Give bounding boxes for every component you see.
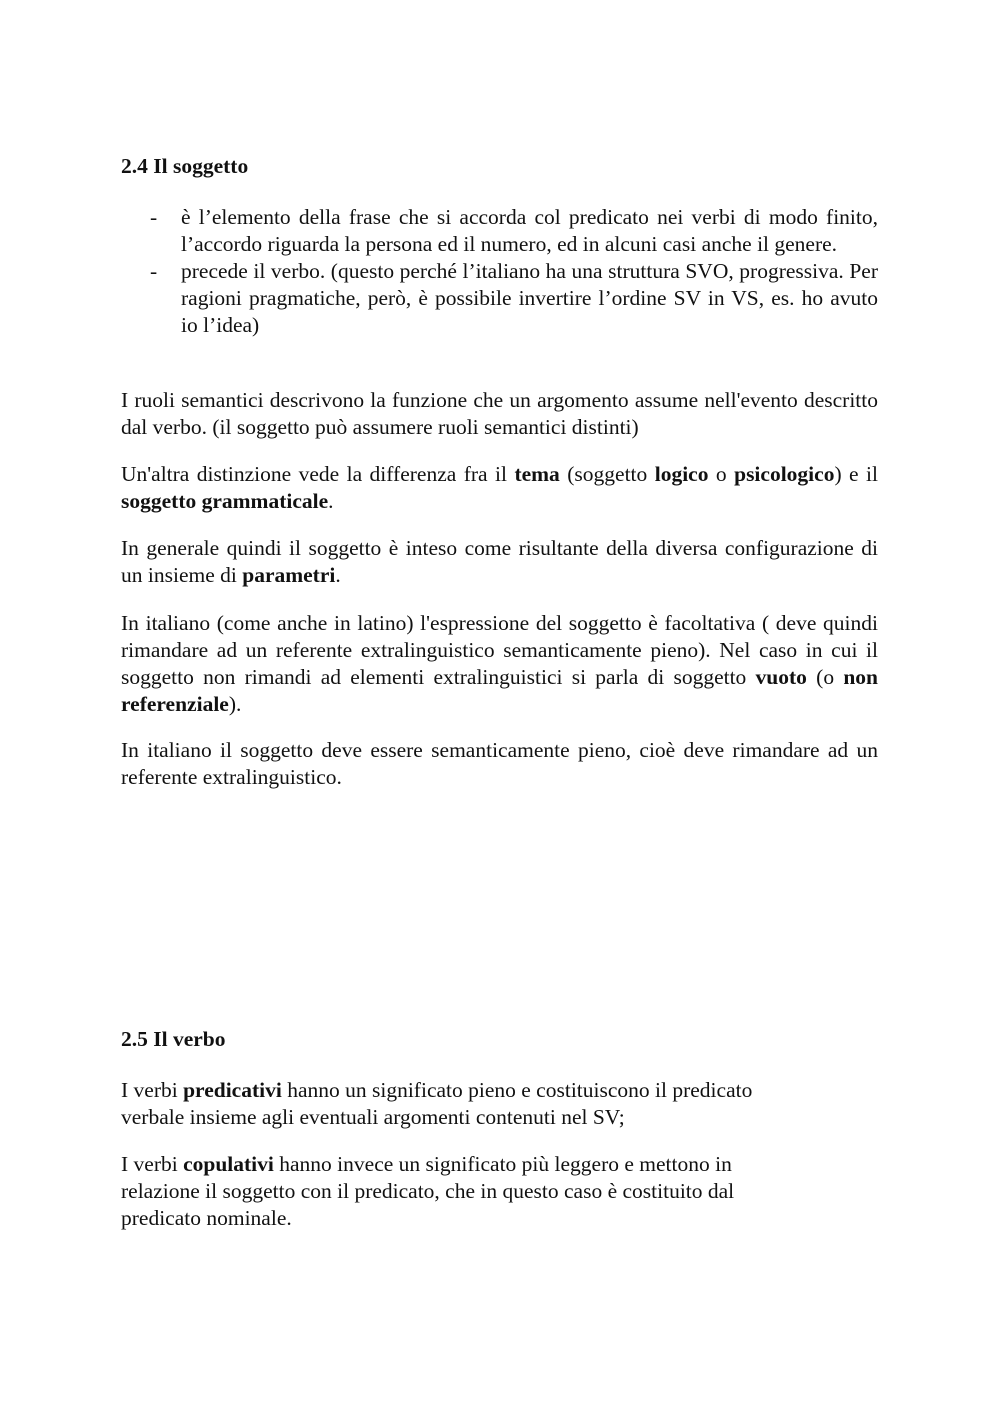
bullet-list — [121, 204, 878, 339]
text-run: ) e il — [834, 462, 878, 486]
bold-term-parametri: parametri — [242, 563, 336, 587]
text-run: I verbi — [121, 1078, 184, 1102]
paragraph-verbi-copulativi — [121, 1151, 878, 1232]
text-run: (soggetto — [559, 462, 655, 486]
bullet-marker: - — [150, 259, 158, 283]
paragraph-soggetto-facoltativo — [121, 610, 878, 718]
text-run: relazione il soggetto con il predicato, che in questo caso è costituito dal — [121, 1179, 735, 1203]
section-heading-soggetto: 2.4 Il soggetto — [121, 154, 249, 178]
text-run: o — [708, 462, 735, 486]
paragraph-ruoli-semantici: I ruoli semantici descrivono la funzione che un argomento assume nell'evento descritto dal verbo. (il soggetto può assumere ruoli semantici distinti) — [121, 388, 878, 439]
section-heading-verbo: 2.5 Il verbo — [121, 1027, 226, 1051]
bullet-text: è l’elemento della frase che si accorda col predicato nei verbi di modo finito, l’accordo riguarda la persona ed il numero, ed in alcuni casi anche il genere. — [181, 205, 878, 256]
text-run: hanno invece un significato più leggero e mettono in — [273, 1152, 732, 1176]
bullet-text: precede il verbo. (questo perché l’italiano ha una struttura SVO, progressiva. Per ragioni pragmatiche, però, è possibile invertire l’ordine SV in VS, es. ho avuto io l’idea) — [181, 259, 878, 337]
text-run: I verbi — [121, 1152, 184, 1176]
text-run: predicato nominale. — [121, 1206, 292, 1230]
bold-term-tema: tema — [514, 462, 560, 486]
paragraph-distinzione — [121, 461, 878, 515]
text-run: verbale insieme agli eventuali argomenti contenuti nel SV; — [121, 1105, 625, 1129]
bold-term-copulativi: copulativi — [183, 1152, 274, 1176]
bold-term-non-referenziale: non referenziale — [121, 665, 878, 716]
bold-term-psicologico: psicologico — [734, 462, 835, 486]
text-run: (o — [806, 665, 844, 689]
bold-term-soggetto-grammaticale: soggetto grammaticale — [121, 489, 329, 513]
text-run: ). — [228, 692, 242, 716]
text-run: . — [328, 489, 334, 513]
list-item — [121, 258, 878, 339]
paragraph-soggetto-pieno: In italiano il soggetto deve essere semanticamente pieno, cioè deve rimandare ad un referente extralinguistico. — [121, 738, 878, 789]
bold-term-predicativi: predicativi — [183, 1078, 282, 1102]
paragraph-verbi-predicativi — [121, 1077, 878, 1131]
bold-term-logico: logico — [654, 462, 709, 486]
text-run: Un'altra distinzione vede la differenza fra il — [121, 462, 515, 486]
bullet-marker: - — [150, 205, 158, 229]
text-run: In italiano (come anche in latino) l'espressione del soggetto è facoltativa ( deve quindi rimandare ad un referente extralinguistico semanticamente pieno). Nel caso in cui il soggetto non rimandi ad elementi extralinguistici si parla di soggetto — [121, 611, 878, 689]
bold-term-vuoto: vuoto — [755, 665, 807, 689]
text-run: . — [335, 563, 341, 587]
text-run: In generale quindi il soggetto è inteso come risultante della diversa configurazione di un insieme di — [121, 536, 878, 587]
paragraph-parametri — [121, 535, 878, 589]
text-run: hanno un significato pieno e costituiscono il predicato — [281, 1078, 753, 1102]
list-item — [121, 204, 878, 258]
